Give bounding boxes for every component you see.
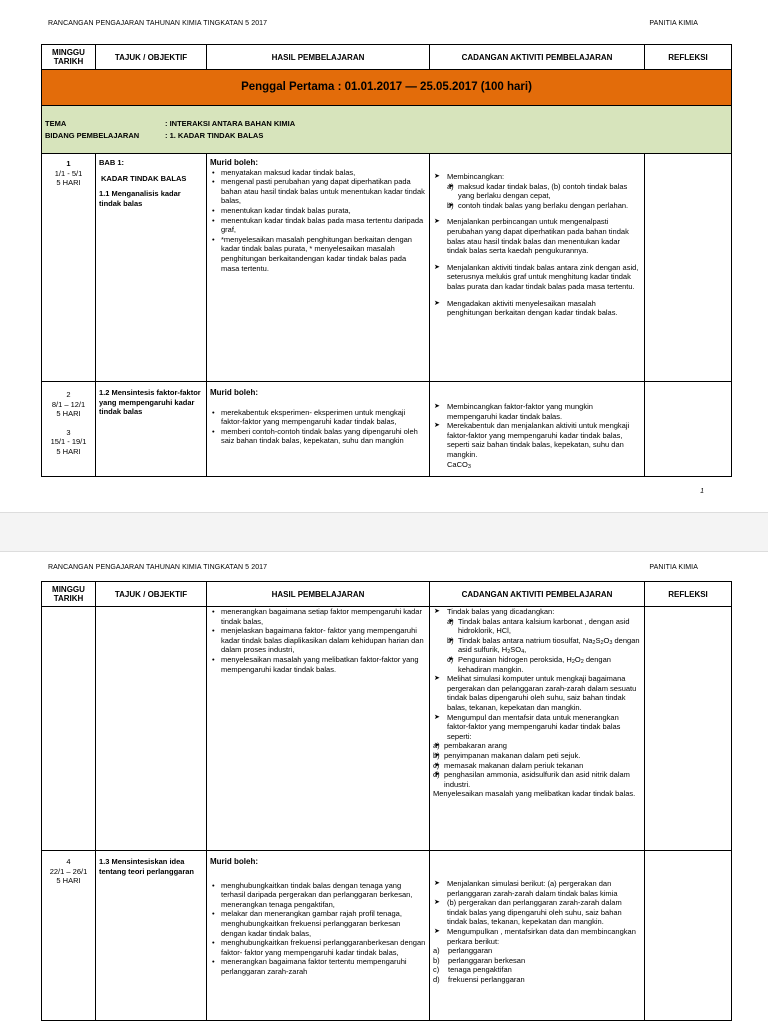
refleksi-cell	[645, 154, 732, 382]
list-item: • memberi contoh-contoh tindak balas yang dipengaruhi oleh saiz bahan tindak balas, kepekatan, suhu dan mangkin	[210, 427, 426, 446]
tajuk-cell	[96, 382, 207, 477]
bab-label: BAB 1:	[99, 158, 125, 167]
list-item: • mengenal pasti perubahan yang dapat diperhatikan pada bahan atau hasil tindak balas untuk menentukan kadar tindak balas,	[210, 177, 426, 206]
tema-row	[42, 106, 732, 154]
week-number: 3	[66, 427, 71, 437]
col-hasil: HASIL PEMBELAJARAN	[207, 45, 430, 70]
bidang-value: : 1. KADAR TINDAK BALAS	[165, 130, 264, 140]
list-item: • *menyelesaikan masalah penghitungan berkaitan dengan kadar tindak balas purata, * menyelesaikan masalah penghitungan berkaitandengan kadar tindak balas pada masa tertentu.	[210, 235, 426, 273]
tema-label: TEMA	[45, 118, 67, 128]
list-item: ➤ Menjalankan perbincangan untuk mengenalpasti perubahan yang dapat diperhatikan pada bahan tindak balas atau hasil tindak balas dan menentukan kadar tindak balas serta kaedah pengukurannya.	[433, 217, 641, 255]
tajuk-cell	[96, 851, 207, 1021]
aktiviti-list	[433, 607, 641, 799]
sub-list: a) perlanggaran b) perlanggaran berkesan c) tenaga pengaktifan d) frekuensi perlanggaran	[433, 946, 526, 984]
minggu-cell	[42, 851, 96, 1021]
page-2	[0, 552, 768, 1024]
objective-text: 1.2 Mensintesis faktor-faktor yang mempengaruhi kadar tindak balas	[99, 388, 201, 417]
list-item: • menentukan kadar tindak balas pada masa tertentu daripada graf,	[210, 216, 426, 235]
aktiviti-cell	[430, 607, 645, 851]
minggu-cell	[42, 382, 96, 477]
tema-line	[45, 119, 731, 129]
panitia-label: PANITIA KIMIA	[649, 564, 698, 571]
week-days: 5 HARI	[56, 876, 81, 886]
list-item: • menerangkan bagaimana faktor tertentu mempengaruhi perlanggaran zarah-zarah	[210, 957, 426, 976]
list-item: ➤ Tindak balas yang dicadangkan: ➤ a) Tindak balas antara kalsium karbonat , dengan asid hidroklorik, HCl, ➤ b) Tindak balas antara natrium tiosulfat, $Na_2S_2O_3$ dengan asid sulfurik, $H_2SO_4$, ➤ c) Penguraian hidrogen peroksida, $H_2O_2$ dengan kehadiran mangkin.	[433, 607, 641, 674]
murid-boleh: Murid boleh:	[210, 388, 258, 397]
formula-caco3: CaCO$_3$	[447, 459, 471, 470]
week-date: 8/1 – 12/1	[51, 399, 86, 409]
list-item: • merekabentuk eksperimen- eksperimen untuk mengkaji faktor-faktor yang mempengaruhi kadar tindak balas,	[210, 408, 426, 427]
tajuk-cell	[96, 154, 207, 382]
list-item: • menerangkan bagaimana setiap faktor mempengaruhi kadar tindak balas,	[210, 607, 426, 626]
week-number: 2	[66, 390, 71, 399]
week-number: 4	[66, 857, 71, 866]
hasil-list	[210, 881, 426, 977]
col-tajuk: TAJUK / OBJEKTIF	[96, 582, 207, 607]
minggu-cell	[42, 607, 96, 851]
week-days: 5 HARI	[56, 446, 81, 456]
aktiviti-cell	[430, 382, 645, 477]
list-item: ➤ Mengumpul dan mentafsir data untuk menerangkan faktor-faktor yang mempengaruhi kadar tindak balas seperti: ➤ a) pembakaran arang ➤ b) penyimpanan makanan dalam peti sejuk. ➤ c) memasak makanan dalam periuk tekanan ➤ d) penghasilan ammonia, asidsulfurik dan asid nitrik dalam industri. Menyelesaikan masalah yang melibatkan kadar tindak balas.	[433, 713, 641, 799]
col-minggu: MINGGU TARIKH	[42, 45, 96, 70]
document-title: RANCANGAN PENGAJARAN TAHUNAN KIMIA TINGKATAN 5 2017	[48, 564, 268, 571]
hasil-cell	[207, 851, 430, 1021]
list-item: • menyelesaikan masalah yang melibatkan faktor-faktor yang mempengaruhi kadar tindak balas.	[210, 655, 426, 674]
hasil-list	[210, 408, 426, 446]
aktiviti-list	[433, 172, 641, 318]
hasil-list	[210, 168, 426, 274]
page-header	[48, 564, 698, 571]
bab-title: KADAR TINDAK BALAS	[101, 173, 187, 183]
table-row	[42, 382, 732, 477]
minggu-cell	[42, 154, 96, 382]
list-item: ➤ Merekabentuk dan menjalankan aktiviti untuk mengkaji faktor-faktor yang mempengaruhi kadar tindak balas, seperti saiz bahan tindak balas, kepekatan, suhu dan mangkin.	[433, 421, 641, 459]
list-item: ➤ Mengumpulkan , mentafsirkan data dan membincangkan perkara berikut:	[433, 927, 641, 946]
murid-boleh: Murid boleh:	[210, 857, 258, 866]
week-number: 1	[66, 159, 71, 168]
hasil-cell	[207, 154, 430, 382]
col-cadangan: CADANGAN AKTIVITI PEMBELAJARAN	[430, 45, 645, 70]
week-days: 5 HARI	[56, 178, 81, 188]
objective-text: 1.1 Menganalisis kadar tindak balas	[99, 189, 181, 208]
table-row	[42, 851, 732, 1021]
hasil-list	[210, 607, 426, 674]
objective-text: 1.3 Mensintesiskan idea tentang teori perlanggaran	[99, 857, 195, 876]
list-item: • menghubungkaitkan frekuensi perlanggaranberkesan dengan faktor- faktor yang mempengaruhi kadar tindak balas,	[210, 938, 426, 957]
table-header-row	[42, 582, 732, 607]
list-item: • menghubungkaitkan tindak balas dengan tenaga yang terhasil daripada pergerakan dan perlanggaran berkesan, menerangkan tenaga pengaktifan,	[210, 881, 426, 910]
list-item: ➤ Membincangkan: ➤ a) maksud kadar tindak balas, (b) contoh tindak balas yang berlaku dengan cepat, ➤ b) contoh tindak balas yang berlaku dengan perlahan.	[433, 172, 641, 210]
hasil-cell	[207, 382, 430, 477]
week-days: 5 HARI	[56, 409, 81, 419]
aktiviti-list	[433, 402, 641, 460]
aktiviti-cell	[430, 851, 645, 1021]
page-gap	[0, 512, 768, 552]
hasil-cell	[207, 607, 430, 851]
week-date: 1/1 - 5/1	[54, 168, 83, 178]
page-header	[48, 20, 698, 27]
aktiviti-list	[433, 879, 641, 946]
table-header-row	[42, 45, 732, 70]
page-number: 1	[700, 488, 704, 495]
week-date: 22/1 – 26/1	[49, 866, 88, 876]
list-item: ➤ Menjalankan aktiviti tindak balas antara zink dengan asid, seterusnya melukis graf untuk menghitung kadar tindak balas purata dan kadar tindak balas pada masa tertentu.	[433, 263, 641, 292]
col-tajuk: TAJUK / OBJEKTIF	[96, 45, 207, 70]
aktiviti-cell	[430, 154, 645, 382]
week-date: 15/1 - 19/1	[50, 437, 87, 447]
table-row	[42, 154, 732, 382]
col-minggu: MINGGU TARIKH	[42, 582, 96, 607]
list-item: ➤ Mengadakan aktiviti menyelesaikan masalah penghitungan berkaitan dengan kadar tindak balas.	[433, 299, 641, 318]
panitia-label: PANITIA KIMIA	[649, 20, 698, 27]
list-item: ➤ Melihat simulasi komputer untuk mengkaji bagaimana pergerakan dan pelanggaran zarah-zarah dalam sesuatu tindak balas dipengaruhi oleh suhu, saiz bahan tindak balas, tekanan, kepekatan dan mangkin.	[433, 674, 641, 712]
list-item: • menjelaskan bagaimana faktor- faktor yang mempengaruhi kadar tindak balas diaplikasikan dalam kehidupan harian dan dalam proses industri,	[210, 626, 426, 655]
penggal-row	[42, 70, 732, 106]
plan-table	[41, 44, 732, 477]
refleksi-cell	[645, 851, 732, 1021]
list-item: • menyatakan maksud kadar tindak balas,	[210, 168, 426, 178]
plan-table	[41, 581, 732, 1021]
list-item: ➤ Menjalankan simulasi berikut: (a) pergerakan dan perlanggaran zarah-zarah dalam tindak balas kimia	[433, 879, 641, 898]
col-cadangan: CADANGAN AKTIVITI PEMBELAJARAN	[430, 582, 645, 607]
col-hasil: HASIL PEMBELAJARAN	[207, 582, 430, 607]
col-refleksi: REFLEKSI	[645, 45, 732, 70]
refleksi-cell	[645, 382, 732, 477]
list-item: • melakar dan menerangkan gambar rajah profil tenaga, menghubungkaitkan frekuensi perlanggaran berkesan dengan kadar tindak balas,	[210, 909, 426, 938]
refleksi-cell	[645, 607, 732, 851]
list-item: • menentukan kadar tindak balas purata,	[210, 206, 426, 216]
list-item: ➤ Membincangkan faktor-faktor yang mungkin mempengaruhi kadar tindak balas.	[433, 402, 641, 421]
list-item: ➤ (b) pergerakan dan perlanggaran zarah-zarah dalam tindak balas yang dipengaruhi oleh suhu, saiz bahan tindak balas, tekanan, kepekatan dan mangkin.	[433, 898, 641, 927]
murid-boleh: Murid boleh:	[210, 158, 258, 167]
bidang-label: BIDANG PEMBELAJARAN	[45, 130, 140, 140]
tema-value: : INTERAKSI ANTARA BAHAN KIMIA	[165, 118, 296, 128]
col-refleksi: REFLEKSI	[645, 582, 732, 607]
table-row	[42, 607, 732, 851]
tajuk-cell	[96, 607, 207, 851]
bidang-line	[45, 131, 731, 141]
penggal-banner: Penggal Pertama : 01.01.2017 — 25.05.2017 (100 hari)	[42, 70, 732, 106]
document-title: RANCANGAN PENGAJARAN TAHUNAN KIMIA TINGKATAN 5 2017	[48, 20, 268, 27]
